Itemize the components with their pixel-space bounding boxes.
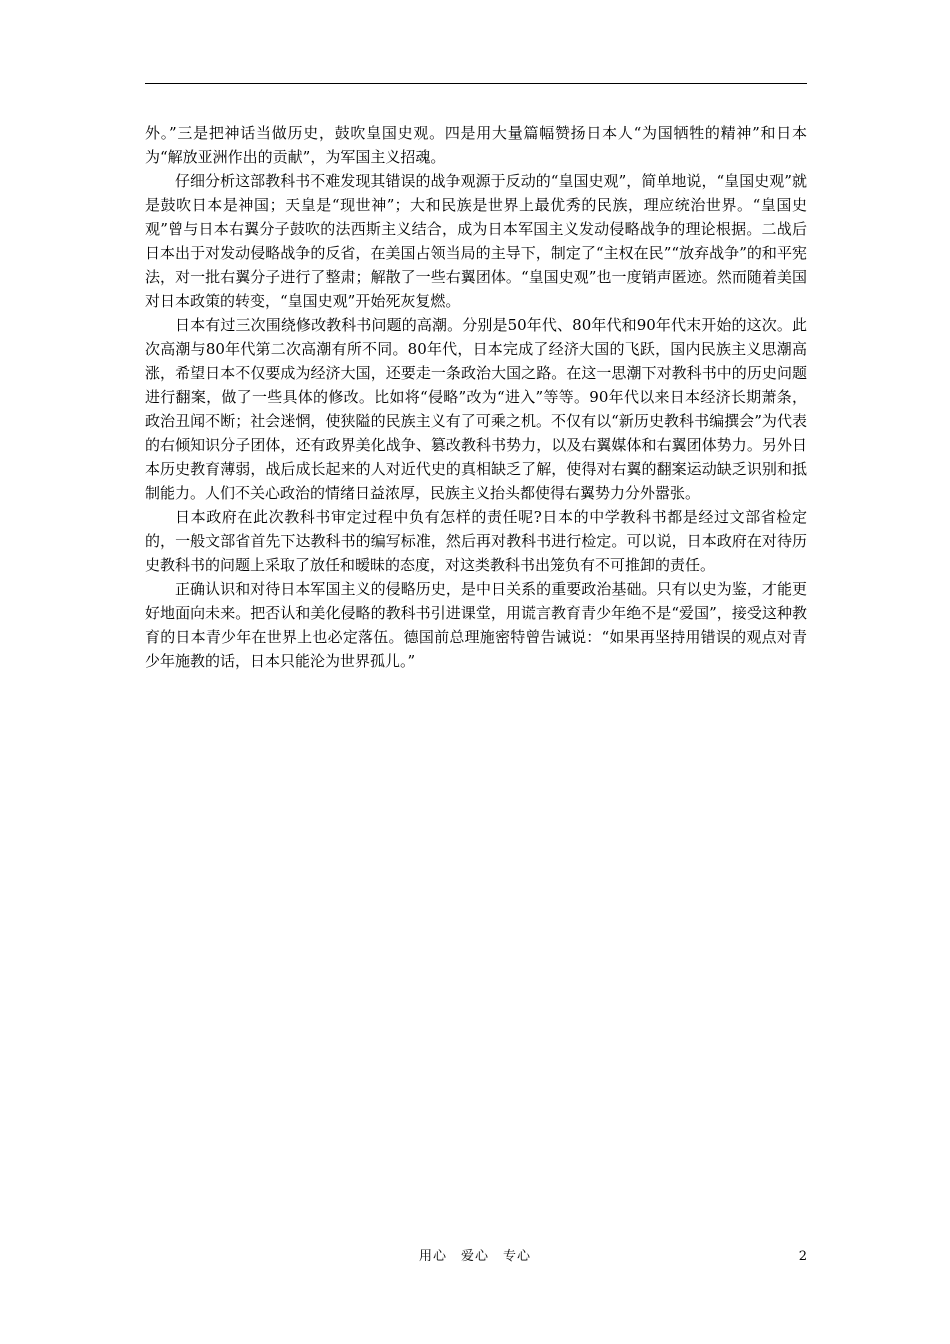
document-body [145,121,807,673]
page-number: 2 [798,1249,807,1264]
paragraph-textbook-revision-waves: 日本有过三次围绕修改教科书问题的高潮。分别是50年代、80年代和90年代末开始的这次。此次高潮与80年代第二次高潮有所不同。80年代，日本完成了经济大国的飞跃，国内民族主义思潮高涨，希望日本不仅要成为经济大国，还要走一条政治大国之路。在这一思潮下对教科书中的历史问题进行翻案，做了一些具体的修改。比如将“侵略”改为“进入”等等。90年代以来日本经济长期萧条，政治丑闻不断；社会迷惘，使狭隘的民族主义有了可乘之机。不仅有以“新历史教科书编撰会”为代表的右倾知识分子团体，还有政界美化战争、篡改教科书势力，以及右翼媒体和右翼团体势力。另外日本历史教育薄弱，战后成长起来的人对近代史的真相缺乏了解，使得对右翼的翻案运动缺乏识别和抵制能力。人们不关心政治的情绪日益浓厚，民族主义抬头都使得右翼势力分外嚣张。 [145,316,807,502]
footer-motto: 用心 爱心 专心 [418,1249,531,1264]
paragraph-government-responsibility: 日本政府在此次教科书审定过程中负有怎样的责任呢?日本的中学教科书都是经过文部省检定的，一般文部省首先下达教科书的编写标准，然后再对教科书进行检定。可以说，日本政府在对待历史教科书的问题上采取了放任和暧昧的态度，对这类教科书出笼负有不可推卸的责任。 [145,508,807,574]
paragraph-imperial-history-view: 仔细分析这部教科书不难发现其错误的战争观源于反动的“皇国史观”，简单地说，“皇国史观”就是鼓吹日本是神国；天皇是“现世神”；大和民族是世界上最优秀的民族，理应统治世界。“皇国史观”曾与日本右翼分子鼓吹的法西斯主义结合，成为日本军国主义发动侵略战争的理论根据。二战后日本出于对发动侵略战争的反省，在美国占领当局的主导下，制定了“主权在民”“放弃战争”的和平宪法，对一批右翼分子进行了整肃；解散了一些右翼团体。“皇国史观”也一度销声匿迹。然而随着美国对日本政策的转变，“皇国史观”开始死灰复燃。 [145,172,807,310]
header-rule [145,83,807,84]
paragraph-conclusion: 正确认识和对待日本军国主义的侵略历史，是中日关系的重要政治基础。只有以史为鉴，才能更好地面向未来。把否认和美化侵略的教科书引进课堂，用谎言教育青少年绝不是“爱国”，接受这种教育的日本青少年在世界上也必定落伍。德国前总理施密特曾告诫说：“如果再坚持用错误的观点对青少年施教的话，日本只能沦为世界孤儿。” [145,580,807,670]
paragraph-continuation: 外。”三是把神话当做历史，鼓吹皇国史观。四是用大量篇幅赞扬日本人“为国牺牲的精神”和日本为“解放亚洲作出的贡献”，为军国主义招魂。 [145,124,807,166]
